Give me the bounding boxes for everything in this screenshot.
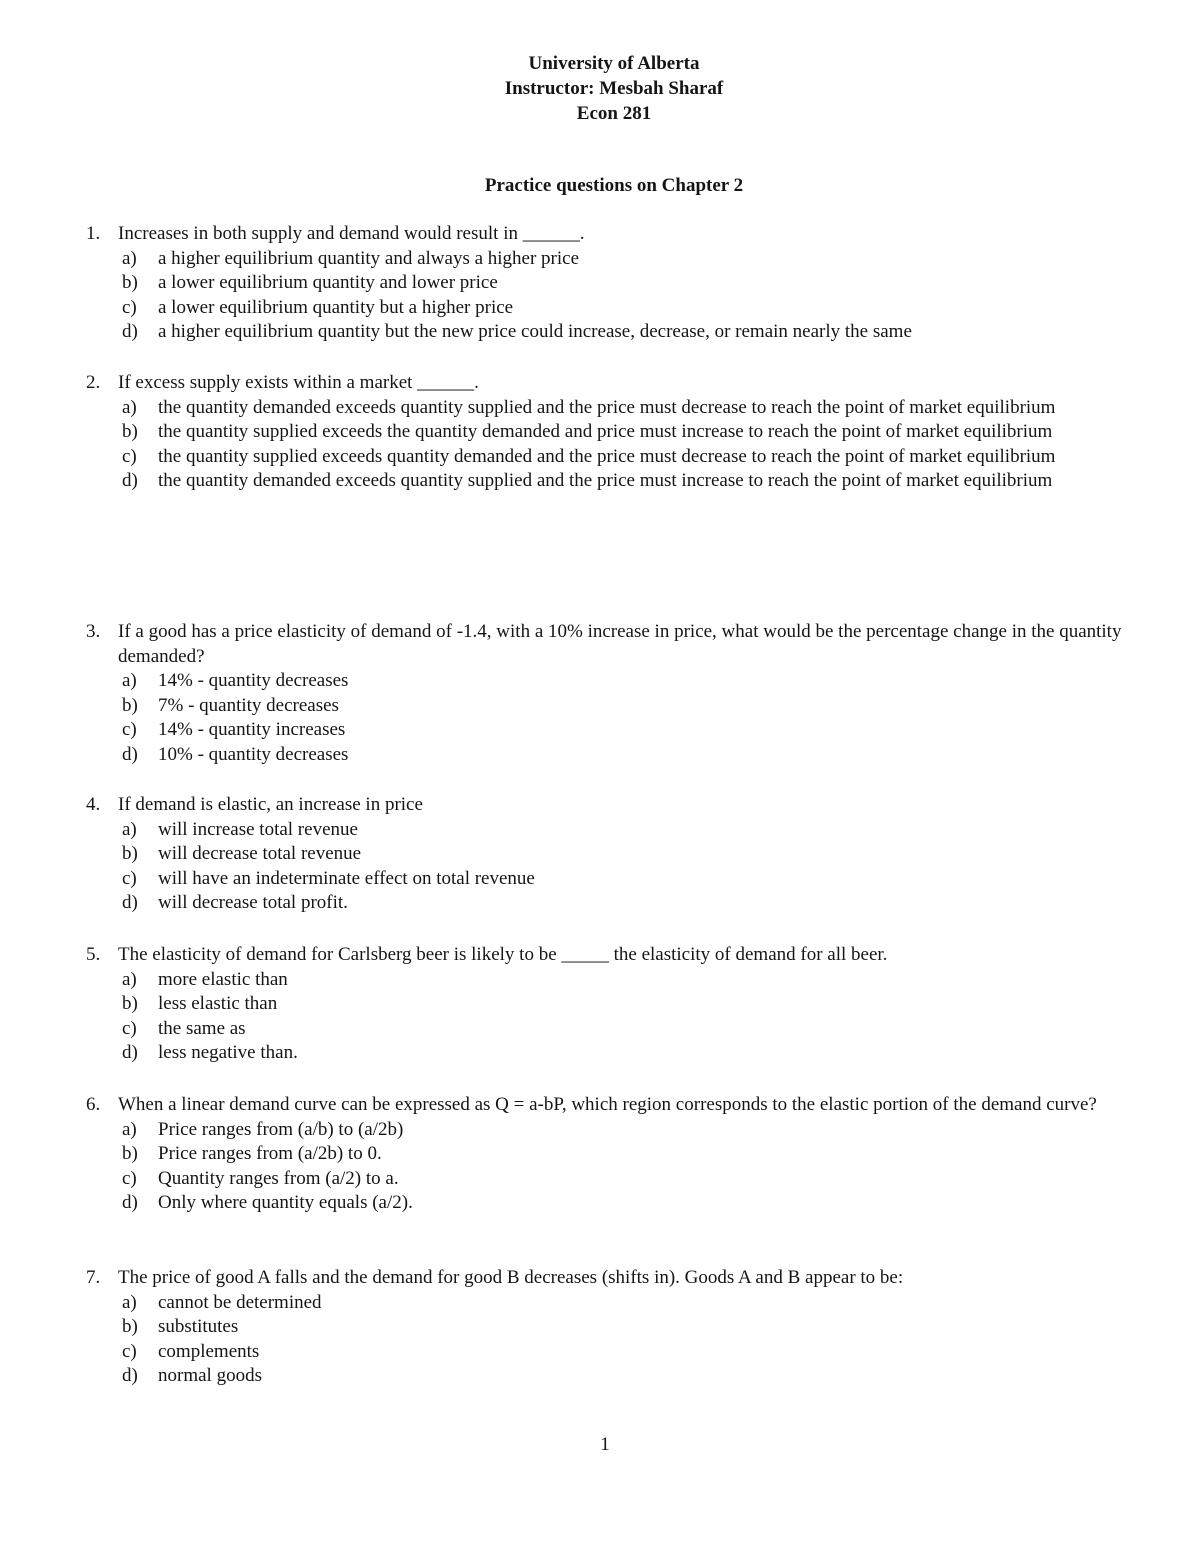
- option-d: [122, 469, 1131, 494]
- option-label: c): [122, 296, 137, 318]
- course-code: Econ 281: [576, 103, 652, 124]
- page-number: 1: [600, 1434, 610, 1455]
- option-label: b): [122, 1316, 138, 1337]
- option-text: less negative than.: [158, 1042, 298, 1063]
- option-text: a higher equilibrium quantity but the new price could increase, decrease, or remain nearly the same: [158, 321, 912, 342]
- option-b: [122, 1142, 1131, 1167]
- option-list: [122, 396, 1131, 494]
- option-list: [122, 1118, 1131, 1216]
- option-label: b): [122, 272, 138, 293]
- option-text: complements: [158, 1340, 260, 1362]
- option-list: [122, 247, 1131, 345]
- question-number: 1.: [86, 223, 101, 244]
- option-c: [122, 445, 1131, 470]
- option-label: d): [122, 1042, 138, 1063]
- option-text: Only where quantity equals (a/2).: [158, 1192, 413, 1213]
- question-1: [86, 222, 1131, 345]
- option-b: [122, 271, 1131, 296]
- option-label: a): [122, 1291, 137, 1313]
- option-label: d): [122, 1192, 138, 1213]
- option-label: a): [122, 247, 137, 269]
- question-text: Increases in both supply and demand would result in ______.: [118, 223, 585, 244]
- option-text: will decrease total profit.: [158, 892, 348, 913]
- question-text: The price of good A falls and the demand for good B decreases (shifts in). Goods A and B appear to be:: [118, 1267, 904, 1288]
- option-label: c): [122, 1340, 137, 1362]
- question-number: 4.: [86, 794, 101, 815]
- option-label: d): [122, 321, 138, 342]
- document-title: Practice questions on Chapter 2: [484, 175, 744, 196]
- question-text: When a linear demand curve can be expressed as Q = a-bP, which region corresponds to the elastic portion of the demand curve?: [118, 1094, 1097, 1115]
- option-text: will decrease total revenue: [158, 843, 362, 864]
- option-text: the quantity demanded exceeds quantity supplied and the price must increase to reach the point of market equilibrium: [158, 470, 1053, 491]
- option-d: [122, 891, 1131, 916]
- option-label: c): [122, 719, 137, 740]
- option-c: [122, 1340, 1131, 1365]
- option-label: a): [122, 818, 137, 840]
- instructor-name: Instructor: Mesbah Sharaf: [504, 78, 724, 99]
- option-c: [122, 867, 1131, 892]
- option-text: the same as: [158, 1017, 246, 1039]
- option-text: a lower equilibrium quantity but a higher price: [158, 296, 514, 318]
- option-list: [122, 1291, 1131, 1389]
- option-text: the quantity demanded exceeds quantity supplied and the price must decrease to reach the point of market equilibrium: [158, 396, 1056, 418]
- option-d: [122, 1191, 1131, 1216]
- university-name: University of Alberta: [528, 53, 700, 74]
- option-d: [122, 320, 1131, 345]
- option-d: [122, 1041, 1131, 1066]
- option-text: cannot be determined: [158, 1291, 322, 1313]
- option-c: [122, 1167, 1131, 1192]
- option-text: Price ranges from (a/2b) to 0.: [158, 1143, 382, 1164]
- option-label: a): [122, 1118, 137, 1140]
- question-number: 3.: [86, 621, 101, 642]
- question-text: The elasticity of demand for Carlsberg beer is likely to be _____ the elasticity of demand for all beer.: [118, 944, 888, 965]
- option-a: [122, 669, 1131, 694]
- document-header: [0, 51, 1200, 126]
- option-a: [122, 968, 1131, 993]
- option-label: b): [122, 694, 138, 716]
- question-number: 7.: [86, 1267, 101, 1288]
- option-b: [122, 694, 1131, 719]
- option-label: d): [122, 743, 138, 765]
- option-label: d): [122, 1365, 138, 1386]
- question-text: If demand is elastic, an increase in price: [118, 794, 423, 815]
- question-text: If excess supply exists within a market ______.: [118, 372, 479, 393]
- question-number: 2.: [86, 372, 101, 393]
- option-label: b): [122, 993, 138, 1014]
- option-b: [122, 1315, 1131, 1340]
- option-b: [122, 420, 1131, 445]
- option-text: substitutes: [158, 1316, 239, 1337]
- option-text: normal goods: [158, 1365, 262, 1386]
- option-label: d): [122, 470, 138, 491]
- option-text: 14% - quantity increases: [158, 719, 346, 740]
- option-a: [122, 818, 1131, 843]
- option-text: more elastic than: [158, 968, 288, 990]
- option-text: 7% - quantity decreases: [158, 694, 339, 716]
- option-b: [122, 992, 1131, 1017]
- option-a: [122, 247, 1131, 272]
- question-6: [86, 1093, 1131, 1216]
- option-label: c): [122, 1167, 137, 1189]
- question-4: [86, 793, 1131, 916]
- option-label: d): [122, 892, 138, 913]
- option-c: [122, 296, 1131, 321]
- question-3: [86, 620, 1131, 767]
- option-text: the quantity supplied exceeds quantity demanded and the price must decrease to reach the point of market equilibrium: [158, 445, 1056, 467]
- option-list: [122, 968, 1131, 1066]
- option-text: the quantity supplied exceeds the quantity demanded and price must increase to reach the point of market equilibrium: [158, 421, 1053, 442]
- question-5: [86, 943, 1131, 1066]
- option-text: 10% - quantity decreases: [158, 743, 349, 765]
- option-d: [122, 743, 1131, 768]
- option-list: [122, 669, 1131, 767]
- option-label: b): [122, 843, 138, 864]
- option-text: Quantity ranges from (a/2) to a.: [158, 1167, 399, 1189]
- option-label: c): [122, 1017, 137, 1039]
- option-text: 14% - quantity decreases: [158, 670, 349, 691]
- option-text: less elastic than: [158, 993, 278, 1014]
- option-d: [122, 1364, 1131, 1389]
- option-c: [122, 718, 1131, 743]
- option-text: a lower equilibrium quantity and lower price: [158, 272, 498, 293]
- question-text: If a good has a price elasticity of demand of -1.4, with a 10% increase in price, what would be the percentage change in the quantity demanded?: [118, 621, 1122, 667]
- option-label: c): [122, 445, 137, 467]
- option-label: a): [122, 396, 137, 418]
- option-label: b): [122, 1143, 138, 1164]
- option-a: [122, 396, 1131, 421]
- option-text: Price ranges from (a/b) to (a/2b): [158, 1118, 404, 1140]
- option-label: b): [122, 421, 138, 442]
- option-list: [122, 818, 1131, 916]
- option-a: [122, 1291, 1131, 1316]
- question-2: [86, 371, 1131, 494]
- option-label: a): [122, 670, 137, 691]
- question-7: [86, 1266, 1131, 1389]
- question-number: 5.: [86, 944, 101, 965]
- option-a: [122, 1118, 1131, 1143]
- option-text: a higher equilibrium quantity and always a higher price: [158, 247, 580, 269]
- option-label: a): [122, 968, 137, 990]
- option-text: will have an indeterminate effect on total revenue: [158, 867, 535, 889]
- option-label: c): [122, 867, 137, 889]
- option-text: will increase total revenue: [158, 818, 358, 840]
- option-c: [122, 1017, 1131, 1042]
- question-number: 6.: [86, 1094, 101, 1115]
- option-b: [122, 842, 1131, 867]
